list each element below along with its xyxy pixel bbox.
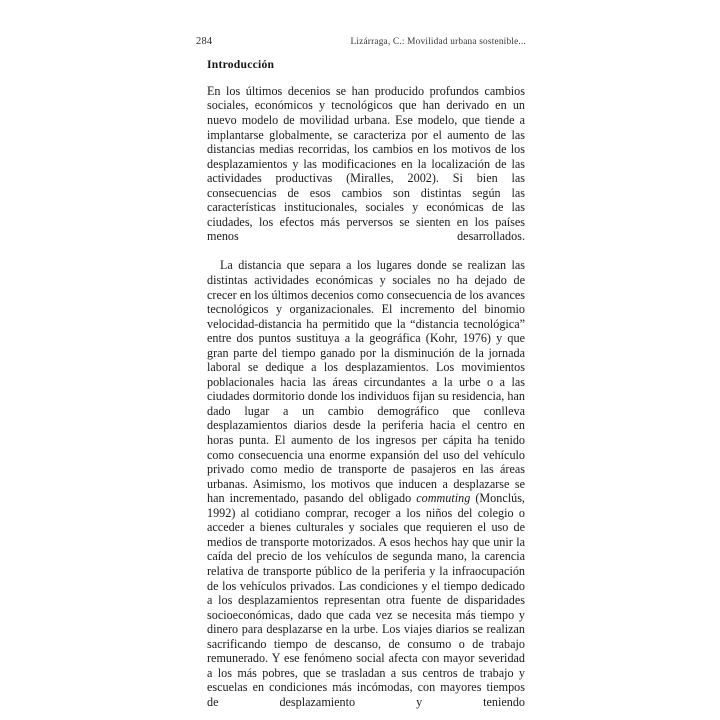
- paragraph-1: En los últimos decenios se han producido profundos cambios sociales, económicos y tecnológicos que han derivado en un nuevo modelo de movilidad urbana. Ese modelo, que tiende a implantarse globalmente, se caracteriza por el aumento de las distancias medias recorridas, los cambios en los motivos de los desplazamientos y las modificaciones en la localización de las actividades productivas (Miralles, 2002). Si bien las consecuencias de esos cambios son distintas según las características institucionales, sociales y económicas de las ciudades, los efectos más perversos se sienten en los países menos desarrollados.: [207, 83, 525, 244]
- running-title: Lizárraga, C.: Movilidad urbana sostenible...: [350, 37, 526, 47]
- text-column: [207, 58, 525, 720]
- paragraph-2: [207, 258, 525, 720]
- running-head: [196, 36, 526, 47]
- paragraph-2-part-b: (Monclús, 1992) al cotidiano comprar, recoger a los niños del colegio o acceder a bienes culturales y sociales que requieren el uso de medios de transporte motorizados. A esos hechos hay que unir la caída del precio de los vehículos de segunda mano, la carencia relativa de transporte público de la periferia y la infraocupación de los vehículos privados. Las condiciones y el tiempo dedicado a los desplazamientos representan otra fuente de disparidades socioeconómicas, dado que cada vez se necesita más tiempo y dinero para desplazarse en la urbe. Los viajes diarios se realizan sacrificando tiempo de descanso, de consumo o de trabajo remunerado. Y ese fenómeno social afecta con mayor severidad a los más pobres, que se trasladan a sus centros de trabajo y escuelas en condiciones más incómodas, con mayores tiempos de desplazamiento y teniendo: [207, 491, 525, 709]
- page-number: 284: [196, 36, 213, 47]
- paragraph-2-italic-term: commuting: [416, 491, 471, 506]
- section-heading: Introducción: [207, 58, 275, 71]
- paragraph-2-part-a: La distancia que separa a los lugares donde se realizan las distintas actividades económicas y sociales no ha dejado de crecer en los últimos decenios como consecuencia de los avances tecnológicos y organizacionales. El incremento del binomio velocidad-distancia ha permitido que la “distancia tecnológica” entre dos puntos sustituya a la geográfica (Kohr, 1976) y que gran parte del tiempo ganado por la disminución de la jornada laboral se dedique a los desplazamientos. Los movimientos poblacionales hacia las áreas circundantes a la urbe o a las ciudades dormitorio donde los individuos fijan su residencia, han dado lugar a un cambio demográfico que conlleva desplazamientos diarios desde la periferia hacia el centro en horas punta. El aumento de los ingresos per cápita ha tenido como consecuencia una enorme expansión del uso del vehículo privado como medio de transporte de pasajeros en las áreas urbanas. Asimismo, los motivos que inducen a desplazarse se han incrementado, pasando del obligado: [207, 258, 525, 506]
